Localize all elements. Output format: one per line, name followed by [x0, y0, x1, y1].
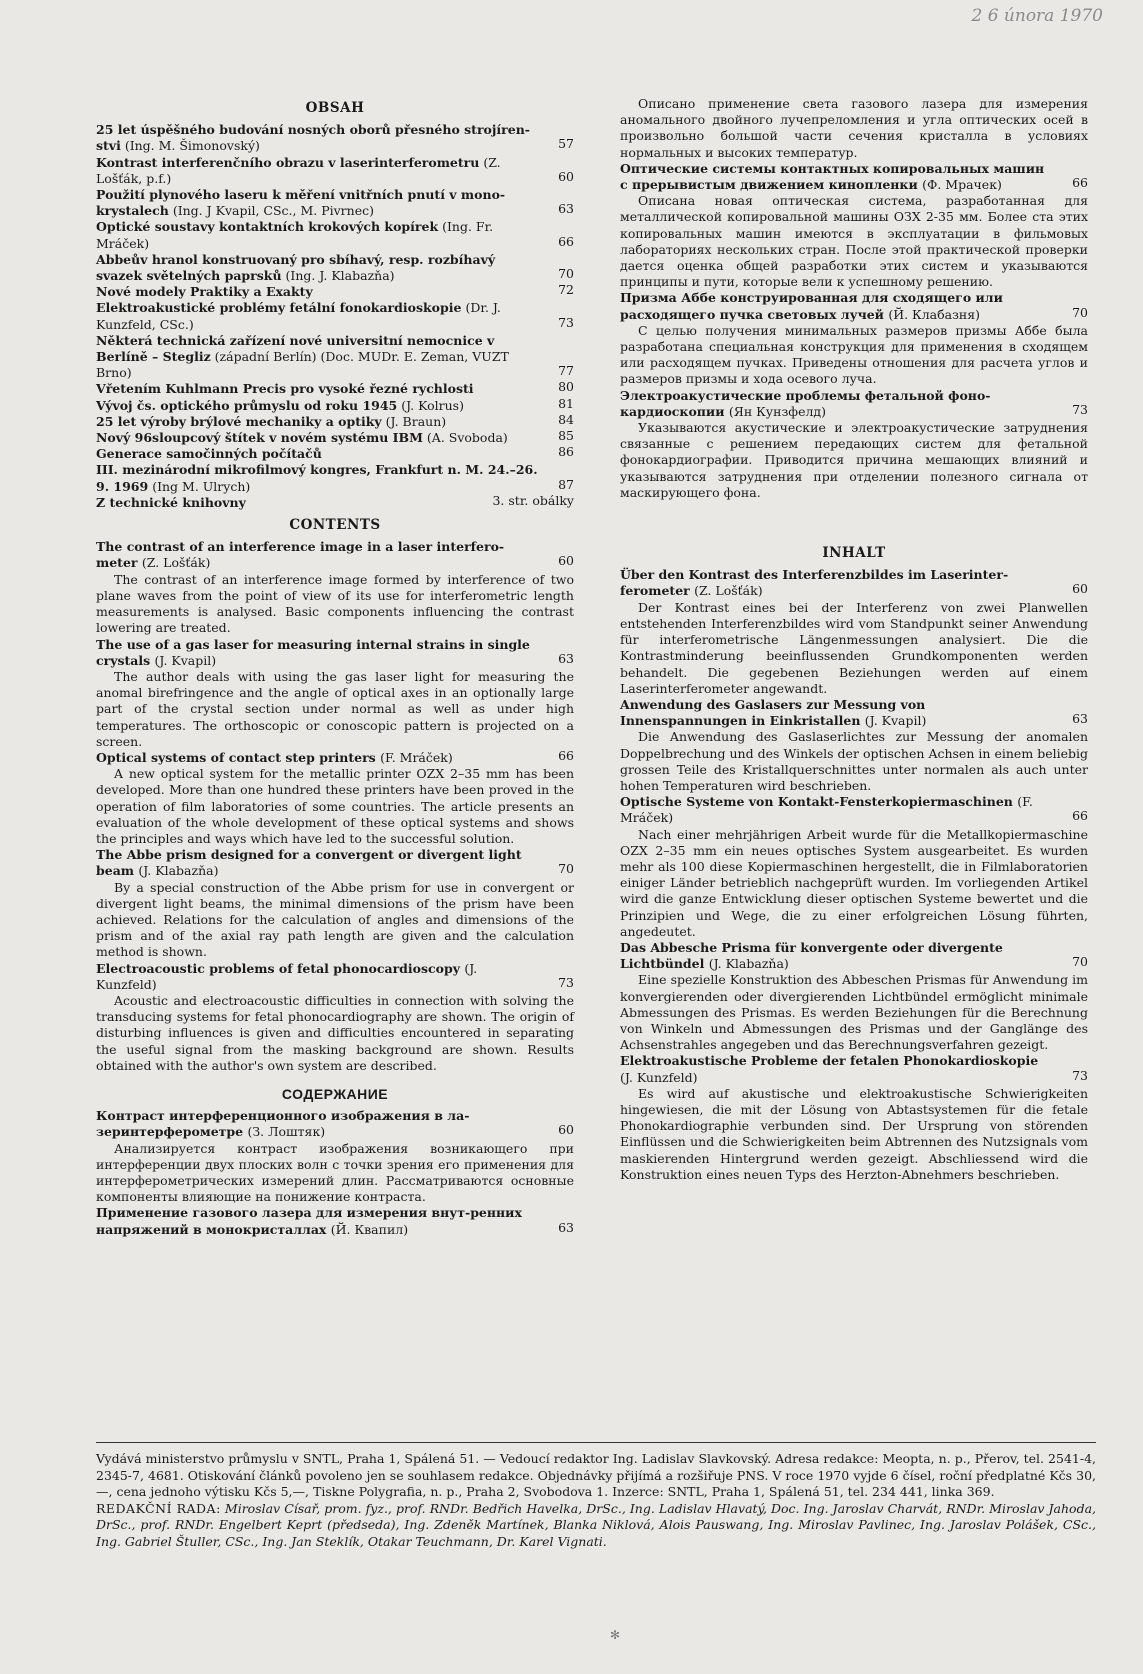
toc-item-page: 63	[558, 201, 574, 217]
entry-author: (J. Kunzfeld)	[96, 960, 478, 992]
publisher-info: Vydává ministerstvo průmyslu v SNTL, Praha 1, Spálená 51. — Vedoucí redaktor Ing. Ladislav Slavkovský. Adresa redakce: Meopta, n. p., Přerov, tel. 2541-4, 2345-7, 4681. Otiskování článků povoleno jen se souhlasem redakce. Objednávky přijímá a rozšiřuje PNS. V roce 1970 vyjde 6 čísel, roční předplatné Kčs 30,—, cena jednoho výtisku Kčs 5,—, Tiskne Polygrafia, n. p., Praha 2, Svobodova 1. Inzerce: SNTL, Praha 1, Spálená 51, tel. 234 441, linka 369.	[96, 1451, 1096, 1499]
entry-title-text: Контраст интерференционного изображения в ла-зеринтерферометре	[96, 1108, 470, 1140]
toc-item-page: 57	[558, 136, 574, 152]
toc-item-author: (J. Braun)	[385, 413, 447, 429]
toc-item-title: Vývoj čs. optického průmyslu od roku 1945	[96, 397, 398, 413]
entry-title-text: Electroacoustic problems of fetal phonocardioscopy	[96, 960, 460, 976]
entry-page: 73	[558, 974, 574, 990]
entry-author: (J. Kunzfeld)	[620, 1069, 698, 1085]
editorial-board-members: Miroslav Císař, prom. fyz., prof. RNDr. Bedřich Havelka, DrSc., Ing. Ladislav Hlavatý, Doc. Ing. Jaroslav Charvát, RNDr. Miroslav Jahoda, DrSc., prof. RNDr. Engelbert Keprt (předseda), Ing. Zdeněk Martínek, Blanka Niklová, Alois Pauswang, Ing. Miroslav Pavlinec, Ing. Jaroslav Polášek, CSc., Ing. Gabriel Štuller, CSc., Ing. Jan Steklík, Otakar Teuchmann, Dr. Karel Vignati.	[96, 1500, 1096, 1549]
abstract-entry	[96, 539, 574, 636]
toc-item-title: Nový 96sloupcový štítek v novém systému IBM	[96, 430, 423, 446]
toc-item-author: (Z. Lošťák, p.f.)	[96, 154, 501, 186]
entry-heading	[620, 290, 1088, 322]
toc-item-title: Kontrast interferenčního obrazu v laserinterferometru	[96, 154, 480, 170]
entry-title-text: The Abbe prism designed for a convergent or divergent light beam	[96, 847, 522, 879]
entry-heading	[620, 161, 1088, 193]
toc-item	[96, 446, 574, 462]
toc-item	[96, 381, 574, 397]
entry-abstract: Eine spezielle Konstruktion des Abbeschen Prismas für Anwendung im konvergierenden oder divergierenden Lichtbündel ermöglicht minimale Abmessungen des Prismas. Es werden Beziehungen für die Berechnung von Winkeln und Abmessungen des Prismas und der Ganglänge des Achsenstrahles angegeben und das Berechnungsverfahren gezeigt.	[620, 972, 1088, 1053]
toc-item-page: 81	[558, 395, 574, 411]
abstract-entry	[96, 747, 574, 847]
entry-page: 73	[1072, 401, 1088, 417]
entry-author: (F. Mráček)	[620, 794, 1033, 826]
entry-title-text: Das Abbesche Prisma für konvergente oder divergente Lichtbündel	[620, 939, 1003, 972]
obsah-list	[96, 122, 574, 511]
entry-page: 66	[1072, 808, 1088, 824]
entry-page: 60	[558, 1122, 574, 1138]
header-date-stamp: 2 6 února 1970	[971, 6, 1103, 26]
entry-author: (Z. Lošťák)	[694, 583, 763, 599]
entry-page: 66	[1072, 175, 1088, 191]
entry-page: 70	[558, 861, 574, 877]
toc-item	[96, 219, 574, 251]
entry-heading	[620, 697, 1088, 729]
abstract-entry	[96, 847, 574, 960]
imprint	[96, 1442, 1096, 1550]
entry-heading	[96, 961, 574, 993]
entry-abstract: Der Kontrast eines bei der Interferenz von zwei Planwellen entstehenden Interferenzbildes wird vom Standpunkt seiner Anwendung für interferometrische Längenmessungen analysiert. Die die Kontrastminderung beeinflussenden Grundkomponenten werden behandelt. Die gegebenen Beziehungen werden auf einem Laserinterferometer angewandt.	[620, 599, 1088, 696]
entry-page: 70	[1072, 954, 1088, 970]
toc-item-page: 66	[558, 233, 574, 249]
entry-heading	[96, 747, 574, 766]
toc-item-title: III. mezinárodní mikrofilmový kongres, Frankfurt n. M. 24.–26. 9. 1969	[96, 462, 538, 494]
entry-title-text: Призма Аббе конструированная для сходящего или расходящего пучка световых лучей	[620, 290, 1003, 322]
toc-item-page: 73	[558, 314, 574, 330]
soderzhanie-list-continued	[620, 96, 1088, 501]
abstract-entry	[620, 697, 1088, 794]
toc-item	[96, 411, 574, 430]
entry-author: (J. Klabazňa)	[138, 863, 219, 879]
entry-author: (J. Klabazňa)	[708, 956, 789, 972]
entry-abstract: Es wird auf akustische und elektroakustische Schwierigkeiten hingewiesen, die mit der Lösung von Abtastsystemen für die fetale Phonokardiographie verbunden sind. Der Ursprung von störenden Einflüssen und die Schwierigkeiten beim Abtrennen des Nutzsignals vom maskierenden Hintergrund werden gezeigt. Abschliessend wird die Konstruktion eines neuen Typs des Herzton-Abnehmers beschrieben.	[620, 1085, 1088, 1182]
toc-item-page: 84	[558, 411, 574, 427]
entry-heading	[96, 539, 574, 571]
toc-item-author: (J. Kolrus)	[401, 397, 464, 413]
entry-page: 66	[558, 747, 574, 763]
toc-item	[96, 300, 574, 332]
entry-title-text: Über den Kontrast des Interferenzbildes im Laserinter-ferometer	[620, 567, 1009, 599]
entry-author: (Ф. Мрачек)	[922, 177, 1002, 193]
toc-item-title: Elektroakustické problémy fetální fonokardioskopie	[96, 300, 462, 316]
toc-item-title: Generace samočinných počítačů	[96, 446, 322, 462]
soderzhanie-title: СОДЕРЖАНИЕ	[281, 1085, 389, 1102]
entry-title-text: Optische Systeme von Kontakt-Fensterkopiermaschinen	[620, 794, 1013, 810]
toc-item-page: 80	[558, 379, 574, 395]
entry-abstract: Указываются акустические и электроакустические затруднения связанные с решением передающих систем для фетальной фонокардиографии. Приводится причина мешающих влияний и указываются затруднения при отделении полезного сигнала от маскирующего фона.	[620, 420, 1088, 500]
toc-item-page: 70	[558, 266, 574, 282]
entry-page: 70	[1072, 304, 1088, 320]
abstract-entry	[96, 637, 574, 750]
entry-title-text: Оптические системы контактных копировальных машин с прерывистым движением кинопленки	[620, 160, 1045, 193]
page-mark: ✻	[610, 1628, 621, 1642]
toc-item-title: 25 let výroby brýlové mechaniky a optiky	[96, 413, 382, 429]
toc-item-page: 77	[558, 363, 574, 379]
entry-title-text: Optical systems of contact step printers	[96, 749, 376, 765]
entry-page: 63	[558, 1219, 574, 1235]
entry-heading	[96, 637, 574, 669]
entry-heading	[620, 940, 1088, 972]
entry-title-text: Elektroakustische Probleme der fetalen Phonokardioskopie	[620, 1053, 1039, 1069]
toc-item	[96, 252, 574, 284]
entry-page: 73	[1072, 1067, 1088, 1083]
toc-item-title: Vřetením Kuhlmann Precis pro vysoké řezné rychlosti	[96, 381, 474, 397]
entry-author: (Й. Квапил)	[330, 1221, 409, 1237]
entry-abstract: Анализируется контраст изображения возникающего при интерференции двух плоских волн с точки зрения его применения для интерферометрических измерений длин. Рассматриваются основные компоненты влияющие на понижение контраста.	[96, 1140, 574, 1205]
toc-item-title: Některá technická zařízení nové universitní nemocnice v Berlíně – Stegliz	[96, 332, 495, 365]
entry-abstract: Описано применение света газового лазера для измерения аномального двойного лучепреломления и угла оптических осей в произвольно большой части сечения кристалла в условиях нормальных и высоких температур.	[620, 96, 1088, 160]
toc-item-page: 87	[558, 476, 574, 492]
entry-author: (З. Лоштяк)	[247, 1124, 326, 1140]
abstract-entry	[620, 388, 1088, 501]
toc-item	[96, 333, 574, 382]
toc-item-author: (Ing M. Ulrych)	[152, 478, 251, 494]
toc-item	[96, 430, 574, 446]
entry-abstract: Nach einer mehrjährigen Arbeit wurde für die Metallkopiermaschine OZX 2–35 mm ein neues optisches System ausgearbeitet. Es wurden mehr als 100 diese Kopiermaschinen hergestellt, die in Filmlaboratorien einiger Länder betrieblich nachgeprüft wurden. Im vorliegenden Artikel wird die ganze Entwicklung dieser optischen Systeme bewertet und die Prinzipien und Wege, die zu einer erfolgreichen Lösung führten, angedeutet.	[620, 826, 1088, 939]
soderzhanie-list	[96, 1108, 574, 1238]
entry-title-text: Применение газового лазера для измерения внут-ренних напряжений в монокристаллах	[96, 1205, 522, 1237]
toc-item-author: (Ing. Fr. Mráček)	[96, 219, 494, 251]
toc-item	[96, 122, 574, 154]
toc-item-author: (Ing. J Kvapil, CSc., M. Pivrnec)	[172, 203, 374, 219]
entry-page: 60	[558, 553, 574, 569]
entry-title-text: Электроакустические проблемы фетальной фоно-кардиоскопии	[620, 387, 991, 419]
contents-title: CONTENTS	[289, 517, 381, 534]
entry-abstract: A new optical system for the metallic printer OZX 2–35 mm has been developed. More than one hundred these printers have been proved in the operation of film laboratories of some countries. The article presents an evaluation of the whole development of these optical systems and shows the principles and ways which have led to the successful solution.	[96, 766, 574, 846]
entry-abstract: С целью получения минимальных размеров призмы Аббе была разработана специальная конструкция для применения в сходящем или расходящем пучках. Приведены отношения для расчета углов и размеров призмы и хода осевого луча.	[620, 322, 1088, 387]
toc-item-author: (Ing. M. Šimonovský)	[124, 138, 260, 154]
toc-item	[96, 492, 574, 511]
entry-author: (Z. Lošťák)	[141, 555, 211, 571]
toc-item-title: Optické soustavy kontaktních krokových kopírek	[96, 219, 439, 235]
toc-item-title: Použití plynového laseru k měření vnitřních pnutí v mono-krystalech	[96, 187, 506, 219]
contents-list	[96, 539, 574, 1074]
abstract-entry	[620, 1053, 1088, 1183]
entry-title-text: The use of a gas laser for measuring internal strains in single crystals	[96, 636, 530, 668]
entry-author: (Й. Клабазня)	[888, 306, 980, 322]
toc-item	[96, 284, 574, 300]
entry-heading	[620, 794, 1088, 826]
left-column	[96, 96, 574, 1238]
entry-page: 63	[558, 650, 574, 666]
entry-heading	[96, 1205, 574, 1237]
entry-abstract: The author deals with using the gas laser light for measuring the anomal birefringence and the angle of optical axes in an optionally large part of the crystal section under normal as well as under high temperatures. The orthoscopic or conoscopic pattern is projected on a screen.	[96, 668, 574, 749]
entry-abstract: Описана новая оптическая система, разработанная для металлической копировальной машины ОЗХ 2-35 мм. Более ста этих копировальных машин имеются в эксплуатации в фильмовых лабораториях нескольких стран. После этой практической проверки дается оценка общей разработки этих систем и указываются принципы и пути, которые вели к успешному решению.	[620, 193, 1088, 290]
inhalt-title: INHALT	[822, 545, 886, 562]
entry-page: 60	[1072, 581, 1088, 597]
toc-item-author: (Dr. J. Kunzfeld, CSc.)	[96, 300, 501, 332]
abstract-entry	[96, 961, 574, 1074]
toc-item-author: (A. Svoboda)	[426, 430, 508, 446]
entry-author: (Ян Кунзфелд)	[728, 403, 826, 419]
toc-item-page: 72	[558, 282, 574, 298]
toc-item-title: 25 let úspěšného budování nosných oborů přesného strojíren-stvi	[96, 122, 530, 154]
entry-abstract: Die Anwendung des Gaslaserlichtes zur Messung der anomalen Doppelbrechung und des Winkels der optischen Achsen in einem beliebig grossen Teile des Kristallquerschnittes unter normalen als auch unter hohen Temperaturen wird beschrieben.	[620, 729, 1088, 793]
editorial-board-label: REDAKČNÍ RADA:	[96, 1500, 221, 1516]
toc-item-page: 3. str. obálky	[492, 492, 574, 508]
entry-abstract: Acoustic and electroacoustic difficulties in connection with solving the transducing systems for fetal phonocardiography are shown. The origin of disturbing influences is given and difficulties encountered in separating the useful signal from the masking background are shown. Results obtained with the author's own system are described.	[96, 992, 574, 1073]
toc-item-title: Z technické knihovny	[96, 494, 246, 510]
editorial-board	[96, 1501, 1096, 1551]
abstract-entry	[96, 1108, 574, 1205]
toc-item	[96, 187, 574, 219]
entry-abstract: The contrast of an interference image formed by interference of two plane waves from the point of view of its use for interferometric length measurements is analysed. Basic components influencing the contrast lowering are treated.	[96, 571, 574, 636]
toc-item-title: Abbeův hranol konstruovaný pro sbíhavý, resp. rozbíhavý svazek světelných paprsků	[96, 251, 496, 284]
entry-heading	[96, 847, 574, 879]
entry-heading	[620, 567, 1088, 599]
toc-item-title: Nové modely Praktiky a Exakty	[96, 284, 313, 300]
abstract-entry	[96, 1205, 574, 1237]
entry-heading	[96, 1108, 574, 1140]
entry-heading	[620, 388, 1088, 420]
entry-title-text: Anwendung des Gaslasers zur Messung von Innenspannungen in Einkristallen	[620, 696, 926, 729]
entry-page: 63	[1072, 711, 1088, 727]
abstract-entry	[620, 940, 1088, 1053]
entry-author: (J. Kvapil)	[864, 713, 927, 729]
right-column	[620, 96, 1088, 1183]
abstract-entry	[620, 567, 1088, 697]
entry-abstract: By a special construction of the Abbe prism for use in convergent or divergent light beams, the minimal dimensions of the prism have been achieved. Relations for the calculation of angles and dimensions of the prism and of the axial ray path length are given and the calculation method is shown.	[96, 879, 574, 960]
toc-item-page: 85	[558, 428, 574, 444]
abstract-entry	[620, 794, 1088, 940]
toc-item-author: (Ing. J. Klabazňa)	[285, 268, 395, 284]
toc-item-page: 60	[558, 168, 574, 184]
abstract-entry	[620, 161, 1088, 291]
inhalt-list	[620, 567, 1088, 1183]
toc-item	[96, 395, 574, 414]
toc-item	[96, 462, 574, 494]
obsah-title: OBSAH	[305, 100, 365, 116]
toc-item	[96, 155, 574, 187]
entry-heading	[620, 1053, 1088, 1085]
entry-author: (F. Mráček)	[380, 749, 453, 765]
toc-item-page: 86	[558, 444, 574, 460]
entry-author: (J. Kvapil)	[154, 652, 217, 668]
toc-item-author: (západní Berlín) (Doc. MUDr. E. Zeman, VUZT Brno)	[96, 349, 509, 381]
abstract-entry	[620, 290, 1088, 387]
entry-title-text: The contrast of an interference image in a laser interfero-meter	[96, 539, 505, 571]
